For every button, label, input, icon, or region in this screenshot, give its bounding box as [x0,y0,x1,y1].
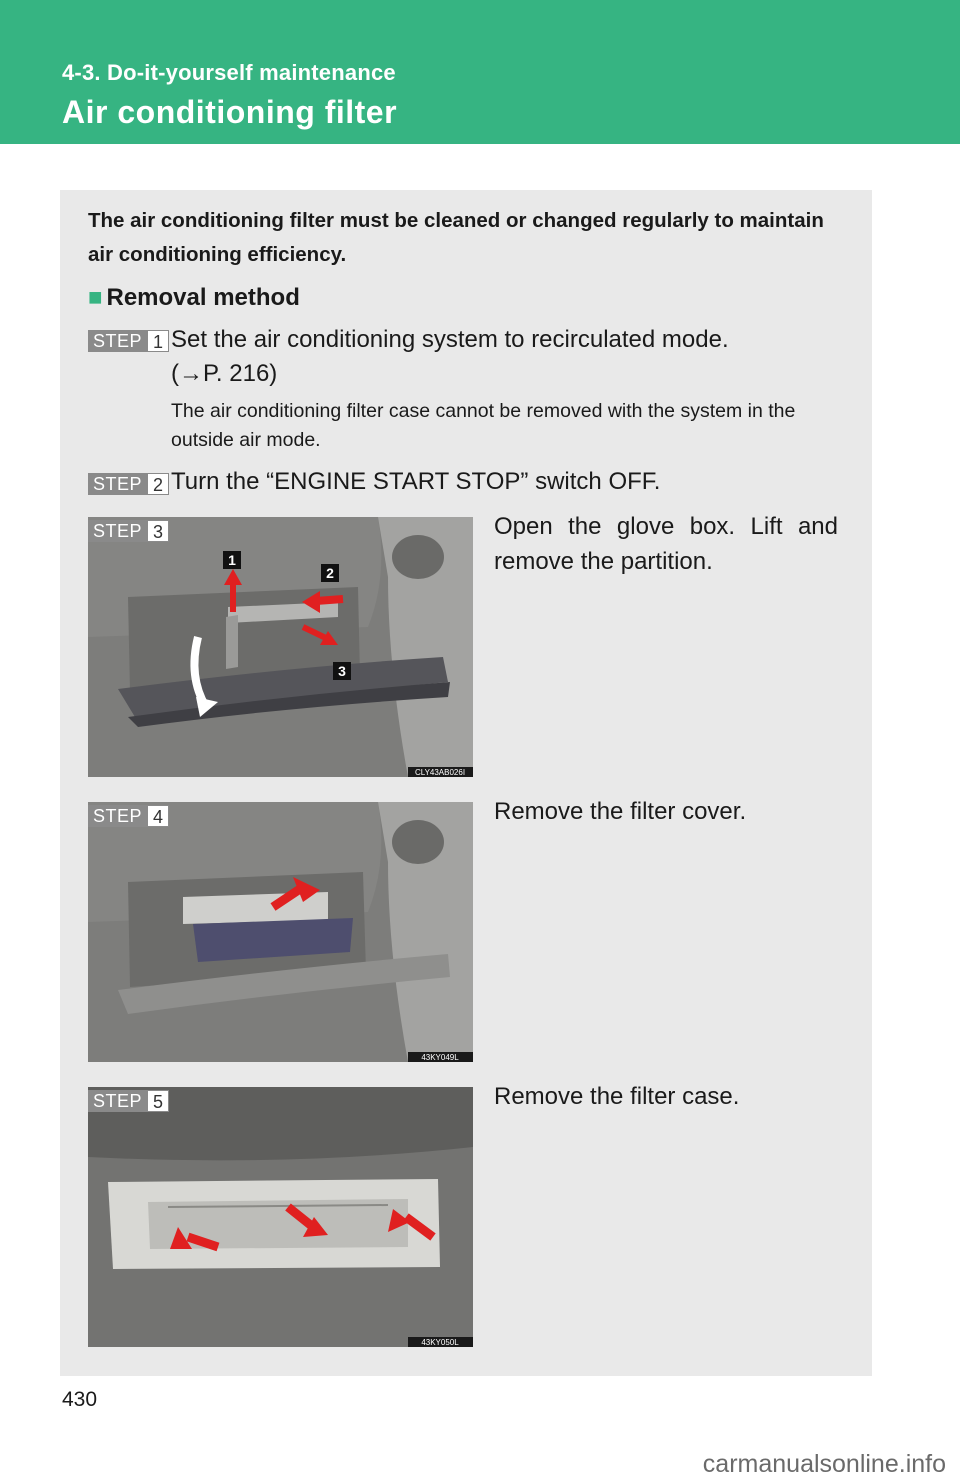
step-word: STEP [88,1090,147,1112]
step-1-note: The air conditioning filter case cannot be removed with the system in the outside air mode. [171,400,796,451]
step-5-text: Remove the filter case. [494,1083,740,1110]
step-word: STEP [88,805,147,827]
step-number: 5 [147,1090,169,1112]
image-code: 43KY050L [421,1338,459,1347]
step-5-illustration [88,1087,473,1347]
step-number: 1 [147,330,169,352]
callout-1: 1 [228,552,236,568]
image-code: 43KY049L [421,1053,459,1062]
step-1-text: Set the air conditioning system to recirculated mode. [171,326,729,353]
square-bullet-icon: ■ [88,284,103,311]
step-word: STEP [88,520,147,542]
step-word: STEP [88,330,147,352]
step-2-text: Turn the “ENGINE START STOP” switch OFF. [171,468,661,495]
step-badge-5 [88,1090,169,1112]
watermark-url: carmanualsonline.info [702,1450,946,1478]
page-number: 430 [62,1388,98,1411]
intro-text: The air conditioning filter must be cleaned or changed regularly to maintain air conditioning efficiency. [88,209,824,266]
subheading-text: Removal method [106,284,300,311]
step-badge-1 [88,330,169,352]
image-code: CLY43AB026I [414,768,466,777]
step-4-text: Remove the filter cover. [494,798,747,825]
step-badge-4 [88,805,169,827]
step-4-illustration [88,802,473,1062]
step-number: 4 [147,805,169,827]
step-number: 3 [147,520,169,542]
step-badge-2 [88,473,169,495]
callout-2: 2 [326,565,334,581]
step-3-text: Open the glove box. Lift and remove the partition. [494,513,838,575]
subheading [88,284,300,312]
page-header [0,0,960,144]
step-3-illustration [88,517,473,777]
callout-3: 3 [338,663,346,679]
step-1-page-ref: (→P. 216) [171,360,278,387]
step-badge-3 [88,520,169,542]
step-number: 2 [147,473,169,495]
page-title: Air conditioning filter [62,94,398,130]
section-title: 4-3. Do-it-yourself maintenance [62,60,396,85]
step-word: STEP [88,473,147,495]
